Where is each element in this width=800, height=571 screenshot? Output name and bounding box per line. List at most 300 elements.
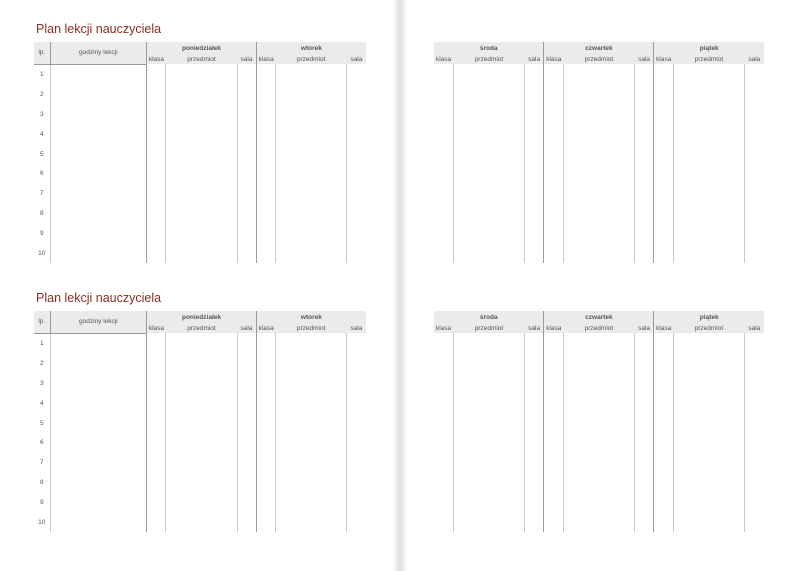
subject-cell[interactable] [453, 373, 525, 393]
class-cell[interactable] [147, 353, 166, 373]
subject-cell[interactable] [166, 184, 237, 204]
class-cell[interactable] [147, 224, 166, 244]
room-cell[interactable] [745, 353, 764, 373]
room-cell[interactable] [635, 64, 654, 84]
room-cell[interactable] [745, 144, 764, 164]
subject-cell[interactable] [563, 64, 635, 84]
class-cell[interactable] [256, 244, 275, 264]
subject-cell[interactable] [453, 472, 525, 492]
class-cell[interactable] [147, 333, 166, 353]
room-cell[interactable] [237, 184, 256, 204]
subject-cell[interactable] [673, 64, 745, 84]
room-cell[interactable] [525, 452, 544, 472]
class-cell[interactable] [434, 223, 453, 243]
room-cell[interactable] [347, 453, 366, 473]
class-cell[interactable] [147, 84, 166, 104]
class-cell[interactable] [434, 413, 453, 433]
subject-cell[interactable] [166, 413, 237, 433]
subject-cell[interactable] [275, 164, 346, 184]
room-cell[interactable] [635, 243, 654, 263]
room-cell[interactable] [525, 472, 544, 492]
class-cell[interactable] [256, 164, 275, 184]
subject-cell[interactable] [453, 452, 525, 472]
subject-cell[interactable] [453, 64, 525, 84]
room-cell[interactable] [745, 393, 764, 413]
room-cell[interactable] [745, 104, 764, 124]
class-cell[interactable] [544, 144, 563, 164]
class-cell[interactable] [544, 333, 563, 353]
room-cell[interactable] [745, 223, 764, 243]
room-cell[interactable] [635, 223, 654, 243]
room-cell[interactable] [635, 413, 654, 433]
subject-cell[interactable] [673, 393, 745, 413]
class-cell[interactable] [147, 513, 166, 533]
subject-cell[interactable] [453, 163, 525, 183]
subject-cell[interactable] [166, 204, 237, 224]
room-cell[interactable] [347, 473, 366, 493]
room-cell[interactable] [525, 432, 544, 452]
subject-cell[interactable] [563, 163, 635, 183]
class-cell[interactable] [434, 393, 453, 413]
lesson-hours-cell[interactable] [50, 204, 147, 224]
room-cell[interactable] [635, 432, 654, 452]
subject-cell[interactable] [563, 223, 635, 243]
subject-cell[interactable] [166, 393, 237, 413]
subject-cell[interactable] [275, 333, 346, 353]
class-cell[interactable] [544, 413, 563, 433]
lesson-hours-cell[interactable] [50, 373, 147, 393]
class-cell[interactable] [434, 124, 453, 144]
class-cell[interactable] [654, 353, 673, 373]
room-cell[interactable] [525, 373, 544, 393]
class-cell[interactable] [654, 144, 673, 164]
lesson-hours-cell[interactable] [50, 333, 147, 353]
class-cell[interactable] [434, 373, 453, 393]
lesson-hours-cell[interactable] [50, 124, 147, 144]
subject-cell[interactable] [453, 413, 525, 433]
room-cell[interactable] [347, 124, 366, 144]
subject-cell[interactable] [275, 513, 346, 533]
class-cell[interactable] [256, 124, 275, 144]
class-cell[interactable] [654, 413, 673, 433]
class-cell[interactable] [434, 243, 453, 263]
room-cell[interactable] [525, 393, 544, 413]
class-cell[interactable] [654, 183, 673, 203]
lesson-hours-cell[interactable] [50, 224, 147, 244]
room-cell[interactable] [525, 104, 544, 124]
class-cell[interactable] [434, 353, 453, 373]
room-cell[interactable] [237, 224, 256, 244]
class-cell[interactable] [147, 204, 166, 224]
subject-cell[interactable] [166, 124, 237, 144]
class-cell[interactable] [654, 104, 673, 124]
class-cell[interactable] [654, 64, 673, 84]
subject-cell[interactable] [673, 243, 745, 263]
room-cell[interactable] [525, 512, 544, 532]
class-cell[interactable] [147, 373, 166, 393]
class-cell[interactable] [434, 333, 453, 353]
class-cell[interactable] [256, 353, 275, 373]
class-cell[interactable] [654, 223, 673, 243]
subject-cell[interactable] [275, 84, 346, 104]
subject-cell[interactable] [275, 413, 346, 433]
subject-cell[interactable] [275, 104, 346, 124]
class-cell[interactable] [544, 373, 563, 393]
room-cell[interactable] [237, 433, 256, 453]
subject-cell[interactable] [453, 243, 525, 263]
subject-cell[interactable] [275, 453, 346, 473]
subject-cell[interactable] [563, 452, 635, 472]
class-cell[interactable] [654, 393, 673, 413]
room-cell[interactable] [635, 472, 654, 492]
subject-cell[interactable] [453, 512, 525, 532]
room-cell[interactable] [525, 333, 544, 353]
room-cell[interactable] [347, 224, 366, 244]
lesson-hours-cell[interactable] [50, 104, 147, 124]
subject-cell[interactable] [673, 144, 745, 164]
class-cell[interactable] [256, 513, 275, 533]
subject-cell[interactable] [453, 183, 525, 203]
room-cell[interactable] [745, 124, 764, 144]
class-cell[interactable] [434, 104, 453, 124]
subject-cell[interactable] [275, 353, 346, 373]
room-cell[interactable] [237, 333, 256, 353]
room-cell[interactable] [635, 393, 654, 413]
room-cell[interactable] [525, 64, 544, 84]
lesson-hours-cell[interactable] [50, 353, 147, 373]
room-cell[interactable] [237, 64, 256, 84]
subject-cell[interactable] [453, 353, 525, 373]
room-cell[interactable] [635, 104, 654, 124]
class-cell[interactable] [256, 184, 275, 204]
lesson-hours-cell[interactable] [50, 433, 147, 453]
lesson-hours-cell[interactable] [50, 473, 147, 493]
class-cell[interactable] [544, 223, 563, 243]
room-cell[interactable] [525, 183, 544, 203]
subject-cell[interactable] [673, 84, 745, 104]
subject-cell[interactable] [563, 104, 635, 124]
room-cell[interactable] [525, 163, 544, 183]
subject-cell[interactable] [563, 84, 635, 104]
class-cell[interactable] [544, 84, 563, 104]
room-cell[interactable] [745, 373, 764, 393]
room-cell[interactable] [237, 473, 256, 493]
subject-cell[interactable] [563, 203, 635, 223]
class-cell[interactable] [256, 413, 275, 433]
room-cell[interactable] [635, 84, 654, 104]
subject-cell[interactable] [563, 124, 635, 144]
class-cell[interactable] [256, 84, 275, 104]
room-cell[interactable] [745, 243, 764, 263]
class-cell[interactable] [256, 224, 275, 244]
lesson-hours-cell[interactable] [50, 84, 147, 104]
subject-cell[interactable] [166, 433, 237, 453]
subject-cell[interactable] [673, 432, 745, 452]
class-cell[interactable] [544, 104, 563, 124]
room-cell[interactable] [237, 493, 256, 513]
class-cell[interactable] [147, 244, 166, 264]
subject-cell[interactable] [563, 243, 635, 263]
room-cell[interactable] [745, 203, 764, 223]
room-cell[interactable] [635, 492, 654, 512]
class-cell[interactable] [147, 433, 166, 453]
room-cell[interactable] [237, 413, 256, 433]
subject-cell[interactable] [563, 413, 635, 433]
lesson-hours-cell[interactable] [50, 64, 147, 84]
room-cell[interactable] [347, 393, 366, 413]
room-cell[interactable] [347, 244, 366, 264]
room-cell[interactable] [745, 413, 764, 433]
room-cell[interactable] [745, 333, 764, 353]
room-cell[interactable] [635, 163, 654, 183]
class-cell[interactable] [256, 144, 275, 164]
subject-cell[interactable] [275, 393, 346, 413]
lesson-hours-cell[interactable] [50, 184, 147, 204]
subject-cell[interactable] [275, 64, 346, 84]
class-cell[interactable] [147, 124, 166, 144]
room-cell[interactable] [525, 243, 544, 263]
class-cell[interactable] [434, 452, 453, 472]
lesson-hours-cell[interactable] [50, 393, 147, 413]
subject-cell[interactable] [563, 492, 635, 512]
subject-cell[interactable] [453, 223, 525, 243]
subject-cell[interactable] [166, 493, 237, 513]
room-cell[interactable] [347, 164, 366, 184]
class-cell[interactable] [654, 243, 673, 263]
subject-cell[interactable] [673, 203, 745, 223]
room-cell[interactable] [237, 104, 256, 124]
subject-cell[interactable] [563, 144, 635, 164]
lesson-hours-cell[interactable] [50, 413, 147, 433]
class-cell[interactable] [147, 453, 166, 473]
subject-cell[interactable] [166, 104, 237, 124]
subject-cell[interactable] [166, 333, 237, 353]
subject-cell[interactable] [275, 493, 346, 513]
subject-cell[interactable] [166, 373, 237, 393]
room-cell[interactable] [237, 453, 256, 473]
class-cell[interactable] [544, 183, 563, 203]
room-cell[interactable] [347, 333, 366, 353]
room-cell[interactable] [347, 184, 366, 204]
subject-cell[interactable] [166, 513, 237, 533]
subject-cell[interactable] [563, 472, 635, 492]
room-cell[interactable] [347, 84, 366, 104]
room-cell[interactable] [745, 163, 764, 183]
subject-cell[interactable] [275, 373, 346, 393]
subject-cell[interactable] [166, 84, 237, 104]
class-cell[interactable] [434, 203, 453, 223]
room-cell[interactable] [525, 203, 544, 223]
class-cell[interactable] [544, 163, 563, 183]
class-cell[interactable] [544, 124, 563, 144]
room-cell[interactable] [347, 64, 366, 84]
class-cell[interactable] [256, 333, 275, 353]
class-cell[interactable] [147, 104, 166, 124]
subject-cell[interactable] [673, 183, 745, 203]
room-cell[interactable] [237, 513, 256, 533]
class-cell[interactable] [434, 432, 453, 452]
subject-cell[interactable] [673, 353, 745, 373]
subject-cell[interactable] [275, 204, 346, 224]
subject-cell[interactable] [275, 473, 346, 493]
subject-cell[interactable] [166, 164, 237, 184]
subject-cell[interactable] [275, 244, 346, 264]
subject-cell[interactable] [563, 373, 635, 393]
class-cell[interactable] [147, 184, 166, 204]
lesson-hours-cell[interactable] [50, 244, 147, 264]
class-cell[interactable] [654, 492, 673, 512]
subject-cell[interactable] [673, 492, 745, 512]
class-cell[interactable] [256, 493, 275, 513]
class-cell[interactable] [434, 183, 453, 203]
subject-cell[interactable] [563, 512, 635, 532]
class-cell[interactable] [544, 432, 563, 452]
room-cell[interactable] [237, 164, 256, 184]
class-cell[interactable] [434, 163, 453, 183]
subject-cell[interactable] [673, 163, 745, 183]
subject-cell[interactable] [453, 84, 525, 104]
subject-cell[interactable] [453, 393, 525, 413]
room-cell[interactable] [347, 433, 366, 453]
class-cell[interactable] [544, 492, 563, 512]
subject-cell[interactable] [453, 124, 525, 144]
room-cell[interactable] [635, 452, 654, 472]
room-cell[interactable] [525, 413, 544, 433]
class-cell[interactable] [544, 393, 563, 413]
room-cell[interactable] [635, 183, 654, 203]
subject-cell[interactable] [673, 512, 745, 532]
lesson-hours-cell[interactable] [50, 513, 147, 533]
subject-cell[interactable] [166, 244, 237, 264]
class-cell[interactable] [654, 432, 673, 452]
lesson-hours-cell[interactable] [50, 453, 147, 473]
class-cell[interactable] [544, 353, 563, 373]
room-cell[interactable] [745, 512, 764, 532]
class-cell[interactable] [434, 472, 453, 492]
lesson-hours-cell[interactable] [50, 493, 147, 513]
room-cell[interactable] [347, 513, 366, 533]
room-cell[interactable] [237, 373, 256, 393]
class-cell[interactable] [654, 373, 673, 393]
class-cell[interactable] [147, 144, 166, 164]
subject-cell[interactable] [673, 373, 745, 393]
subject-cell[interactable] [673, 333, 745, 353]
subject-cell[interactable] [166, 453, 237, 473]
class-cell[interactable] [544, 243, 563, 263]
subject-cell[interactable] [453, 333, 525, 353]
subject-cell[interactable] [673, 452, 745, 472]
class-cell[interactable] [654, 203, 673, 223]
subject-cell[interactable] [563, 333, 635, 353]
room-cell[interactable] [635, 144, 654, 164]
subject-cell[interactable] [275, 224, 346, 244]
room-cell[interactable] [525, 223, 544, 243]
class-cell[interactable] [256, 453, 275, 473]
class-cell[interactable] [256, 433, 275, 453]
class-cell[interactable] [434, 64, 453, 84]
class-cell[interactable] [654, 333, 673, 353]
class-cell[interactable] [256, 473, 275, 493]
subject-cell[interactable] [563, 393, 635, 413]
class-cell[interactable] [654, 452, 673, 472]
room-cell[interactable] [237, 393, 256, 413]
room-cell[interactable] [635, 373, 654, 393]
room-cell[interactable] [237, 353, 256, 373]
class-cell[interactable] [654, 512, 673, 532]
room-cell[interactable] [745, 492, 764, 512]
room-cell[interactable] [745, 64, 764, 84]
subject-cell[interactable] [453, 432, 525, 452]
subject-cell[interactable] [166, 64, 237, 84]
subject-cell[interactable] [453, 144, 525, 164]
subject-cell[interactable] [673, 223, 745, 243]
subject-cell[interactable] [275, 144, 346, 164]
subject-cell[interactable] [563, 432, 635, 452]
room-cell[interactable] [347, 144, 366, 164]
subject-cell[interactable] [166, 224, 237, 244]
subject-cell[interactable] [166, 144, 237, 164]
subject-cell[interactable] [563, 183, 635, 203]
class-cell[interactable] [147, 64, 166, 84]
room-cell[interactable] [745, 472, 764, 492]
room-cell[interactable] [237, 124, 256, 144]
class-cell[interactable] [147, 164, 166, 184]
class-cell[interactable] [147, 393, 166, 413]
lesson-hours-cell[interactable] [50, 164, 147, 184]
subject-cell[interactable] [166, 473, 237, 493]
class-cell[interactable] [434, 492, 453, 512]
room-cell[interactable] [525, 353, 544, 373]
room-cell[interactable] [347, 104, 366, 124]
subject-cell[interactable] [673, 104, 745, 124]
subject-cell[interactable] [673, 413, 745, 433]
room-cell[interactable] [635, 203, 654, 223]
subject-cell[interactable] [275, 124, 346, 144]
subject-cell[interactable] [275, 433, 346, 453]
room-cell[interactable] [347, 373, 366, 393]
subject-cell[interactable] [275, 184, 346, 204]
subject-cell[interactable] [453, 104, 525, 124]
class-cell[interactable] [654, 472, 673, 492]
class-cell[interactable] [147, 473, 166, 493]
room-cell[interactable] [525, 492, 544, 512]
class-cell[interactable] [434, 84, 453, 104]
class-cell[interactable] [434, 512, 453, 532]
room-cell[interactable] [635, 353, 654, 373]
subject-cell[interactable] [453, 203, 525, 223]
subject-cell[interactable] [563, 353, 635, 373]
room-cell[interactable] [237, 84, 256, 104]
room-cell[interactable] [745, 84, 764, 104]
class-cell[interactable] [544, 64, 563, 84]
room-cell[interactable] [745, 452, 764, 472]
class-cell[interactable] [256, 373, 275, 393]
room-cell[interactable] [635, 512, 654, 532]
room-cell[interactable] [745, 432, 764, 452]
room-cell[interactable] [635, 333, 654, 353]
subject-cell[interactable] [673, 472, 745, 492]
class-cell[interactable] [544, 203, 563, 223]
lesson-hours-cell[interactable] [50, 144, 147, 164]
class-cell[interactable] [654, 163, 673, 183]
class-cell[interactable] [256, 104, 275, 124]
class-cell[interactable] [544, 512, 563, 532]
subject-cell[interactable] [453, 492, 525, 512]
class-cell[interactable] [434, 144, 453, 164]
room-cell[interactable] [525, 144, 544, 164]
class-cell[interactable] [256, 393, 275, 413]
class-cell[interactable] [654, 124, 673, 144]
